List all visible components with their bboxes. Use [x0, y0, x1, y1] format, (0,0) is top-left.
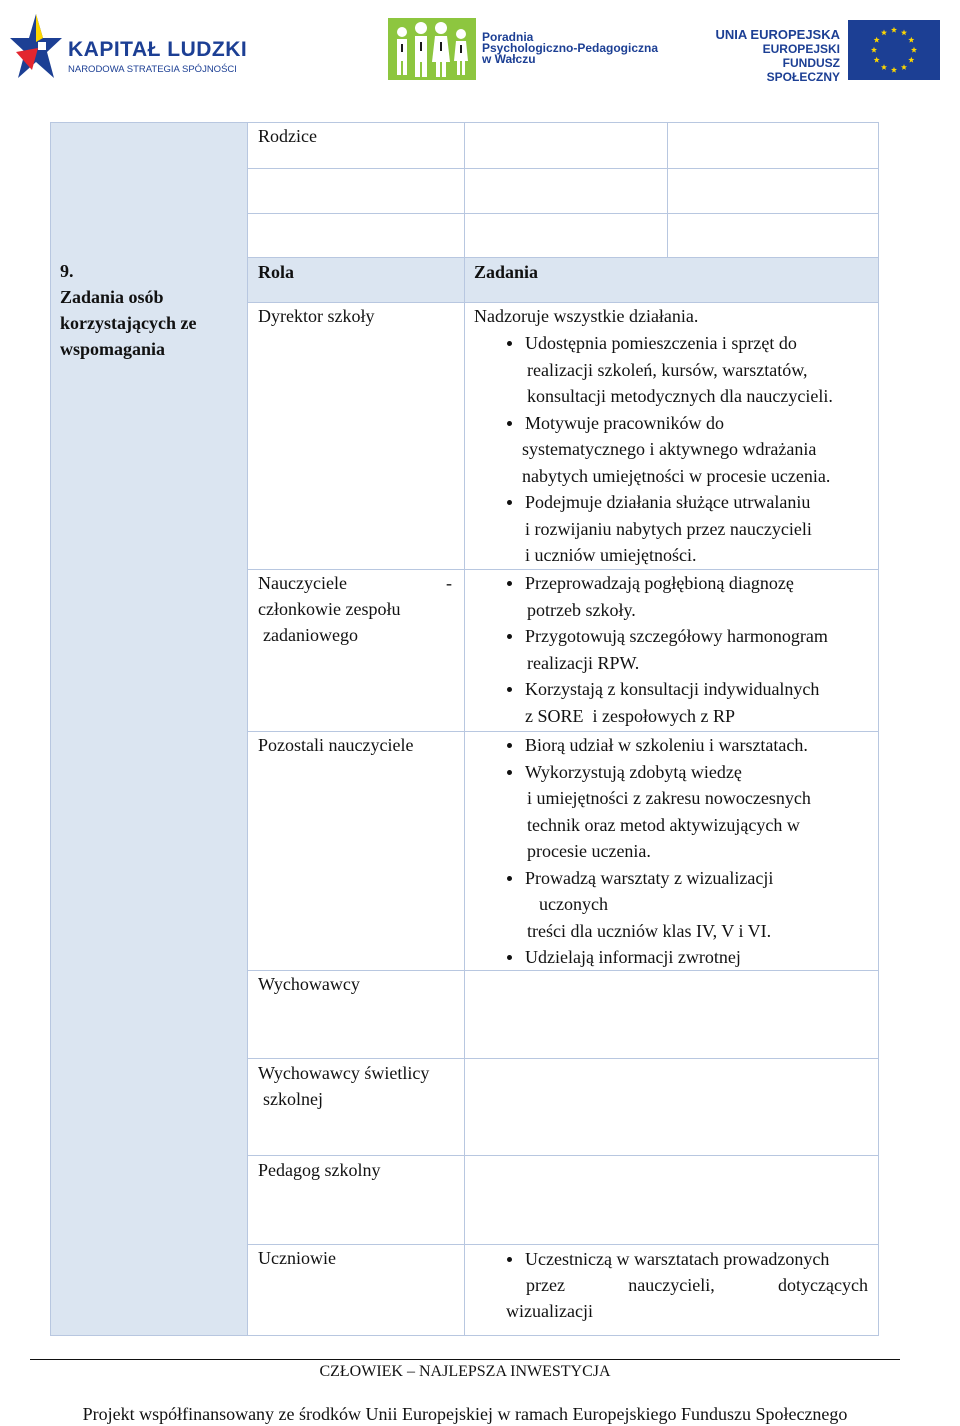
other-task-3-cont: treści dla uczniów klas IV, V i VI.: [527, 920, 772, 941]
homeroom-tasks-cell: [464, 970, 879, 1059]
bullet-icon: [507, 341, 512, 346]
other-task-3: Prowadzą warsztaty z wizualizacji: [525, 865, 811, 892]
eu-logo: [700, 10, 956, 90]
students-task-line-2: przez nauczycieli, dotyczących: [526, 1275, 868, 1295]
tasks-header-cell: [464, 257, 879, 303]
team-role-cell: [247, 569, 465, 732]
empty-cell-3a: [247, 213, 465, 258]
empty-cell-3b: [464, 213, 668, 258]
students-task-line-1: Uczestniczą w warsztatach prowadzonych: [525, 1246, 829, 1272]
homeroom-role: Wychowawcy: [258, 974, 360, 994]
team-task-list: [525, 570, 828, 729]
director-task-3-cont: i uczniów umiejętności.: [525, 545, 697, 565]
director-task-1-cont: konsultacji metodycznych dla nauczycieli.: [527, 386, 833, 406]
team-role-dash: -: [446, 573, 452, 593]
other-task-4: Udzielają informacji zwrotnej: [525, 944, 811, 971]
footer-divider: [30, 1359, 900, 1360]
director-task-2: Motywuje pracowników do: [525, 410, 833, 437]
team-task-1: Przeprowadzają pogłębioną diagnozę: [525, 570, 828, 597]
eu-flag-icon: [848, 20, 940, 80]
director-task-3: Podejmuje działania służące utrwalaniu: [525, 489, 833, 516]
students-role-cell: [247, 1244, 465, 1336]
empty-cell-2a: [247, 168, 465, 214]
poradnia-name: [482, 32, 658, 65]
daycare-role-cell: [247, 1058, 465, 1156]
director-task-2-cont: systematycznego i aktywnego wdrażania: [522, 439, 817, 459]
director-task-3-cont: i rozwijaniu nabytych przez nauczycieli: [525, 518, 812, 539]
other-task-1: Biorą udział w szkoleniu i warsztatach.: [525, 732, 811, 759]
director-task-list: [522, 330, 833, 569]
daycare-role-line-2: szkolnej: [263, 1089, 323, 1109]
poradnia-logo: [388, 18, 658, 80]
daycare-role-line-1: Wychowawcy świetlicy: [258, 1063, 430, 1083]
eu-line-1: UNIA EUROPEJSKA: [715, 27, 840, 42]
bullet-icon: [507, 955, 512, 960]
other-task-2-cont: technik oraz metod aktywizujących w: [527, 814, 800, 835]
section-cell: [50, 122, 248, 1336]
students-role: Uczniowie: [258, 1248, 336, 1268]
bullet-icon: [507, 581, 512, 586]
kapital-ludzki-subtitle: NARODOWA STRATEGIA SPÓJNOŚCI: [68, 64, 237, 75]
empty-cell-2b: [464, 168, 668, 214]
team-task-2: Przygotowują szczegółowy harmonogram: [525, 623, 828, 650]
other-task-2-cont: procesie uczenia.: [527, 841, 651, 861]
team-role-line-1: Nauczyciele: [258, 573, 347, 593]
eu-logo-text: [712, 28, 840, 84]
page-header: [0, 0, 960, 100]
bullet-icon: [507, 743, 512, 748]
parents-cell-b: [464, 122, 668, 169]
other-task-2: Wykorzystują zdobytą wiedzę: [525, 759, 811, 786]
other-teachers-tasks-cell: [464, 731, 879, 971]
empty-cell-3c: [667, 213, 879, 258]
poradnia-line-1: Poradnia: [482, 30, 534, 44]
other-teachers-role-cell: [247, 731, 465, 971]
section-title-line-1: Zadania osób: [60, 287, 164, 307]
poradnia-line-2: Psychologiczno-Pedagogiczna: [482, 41, 659, 55]
pedagogue-role: Pedagog szkolny: [258, 1160, 381, 1180]
director-task-2-cont: nabytych umiejętności w procesie uczenia.: [522, 465, 831, 486]
section-title-line-3: wspomagania: [60, 339, 166, 359]
director-role: Dyrektor szkoły: [258, 306, 375, 326]
bullet-icon: [507, 687, 512, 692]
role-header-cell: [247, 257, 465, 303]
other-teachers-task-list: [525, 732, 811, 971]
bullet-icon: [507, 421, 512, 426]
kapital-ludzki-title: KAPITAŁ LUDZKI: [68, 38, 248, 61]
footer-funding-note: Projekt współfinansowany ze środków Unii Europejskiej w ramach Europejskiego Funduszu Społecznego: [82, 1404, 848, 1424]
kapital-ludzki-logo: [8, 12, 248, 88]
team-task-3: Korzystają z konsultacji indywidualnych: [525, 676, 828, 703]
team-tasks-cell: [464, 569, 879, 732]
director-role-cell: [247, 302, 465, 570]
poradnia-line-3: w Wałczu: [482, 52, 536, 66]
bullet-icon: [507, 1257, 512, 1262]
eu-line-2: EUROPEJSKI: [762, 42, 840, 56]
tasks-column-header: Zadania: [474, 262, 539, 282]
director-task-1-cont: realizacji szkoleń, kursów, warsztatów,: [527, 359, 808, 380]
other-task-2-cont: i umiejętności z zakresu nowoczesnych: [527, 788, 811, 808]
students-tasks-cell: [464, 1244, 879, 1336]
parents-cell-c: [667, 122, 879, 169]
bullet-icon: [507, 770, 512, 775]
section-title-line-2: korzystających ze: [60, 313, 197, 333]
team-role-line-3: zadaniowego: [263, 625, 358, 645]
students-task-line-3: wizualizacji: [506, 1301, 593, 1321]
director-tasks-cell: [464, 302, 879, 570]
empty-cell-2c: [667, 168, 879, 214]
eu-line-3: FUNDUSZ SPOŁECZNY: [766, 56, 840, 84]
role-column-header: Rola: [258, 262, 294, 282]
director-intro: Nadzoruje wszystkie działania.: [474, 306, 699, 326]
pedagogue-tasks-cell: [464, 1155, 879, 1245]
bullet-icon: [507, 634, 512, 639]
other-teachers-role: Pozostali nauczyciele: [258, 735, 414, 755]
parents-role-cell: [247, 122, 465, 169]
section-number: 9.: [60, 261, 74, 281]
footer-slogan: CZŁOWIEK – NAJLEPSZA INWESTYCJA: [319, 1363, 611, 1380]
team-role-line-2: członkowie zespołu: [258, 599, 401, 619]
parents-label: Rodzice: [258, 126, 317, 146]
poradnia-family-icon: [388, 18, 476, 80]
other-task-3-cont: uczonych: [539, 894, 608, 914]
team-task-1-cont: potrzeb szkoły.: [527, 599, 636, 620]
team-task-3-cont: z SORE i zespołowych z RP: [525, 705, 735, 726]
daycare-tasks-cell: [464, 1058, 879, 1156]
pedagogue-role-cell: [247, 1155, 465, 1245]
bullet-icon: [507, 876, 512, 881]
homeroom-role-cell: [247, 970, 465, 1059]
director-task-1: Udostępnia pomieszczenia i sprzęt do: [525, 330, 833, 357]
team-task-2-cont: realizacji RPW.: [527, 652, 640, 673]
bullet-icon: [507, 500, 512, 505]
kapital-ludzki-star-icon: [8, 12, 64, 88]
support-tasks-table: [50, 122, 879, 1336]
